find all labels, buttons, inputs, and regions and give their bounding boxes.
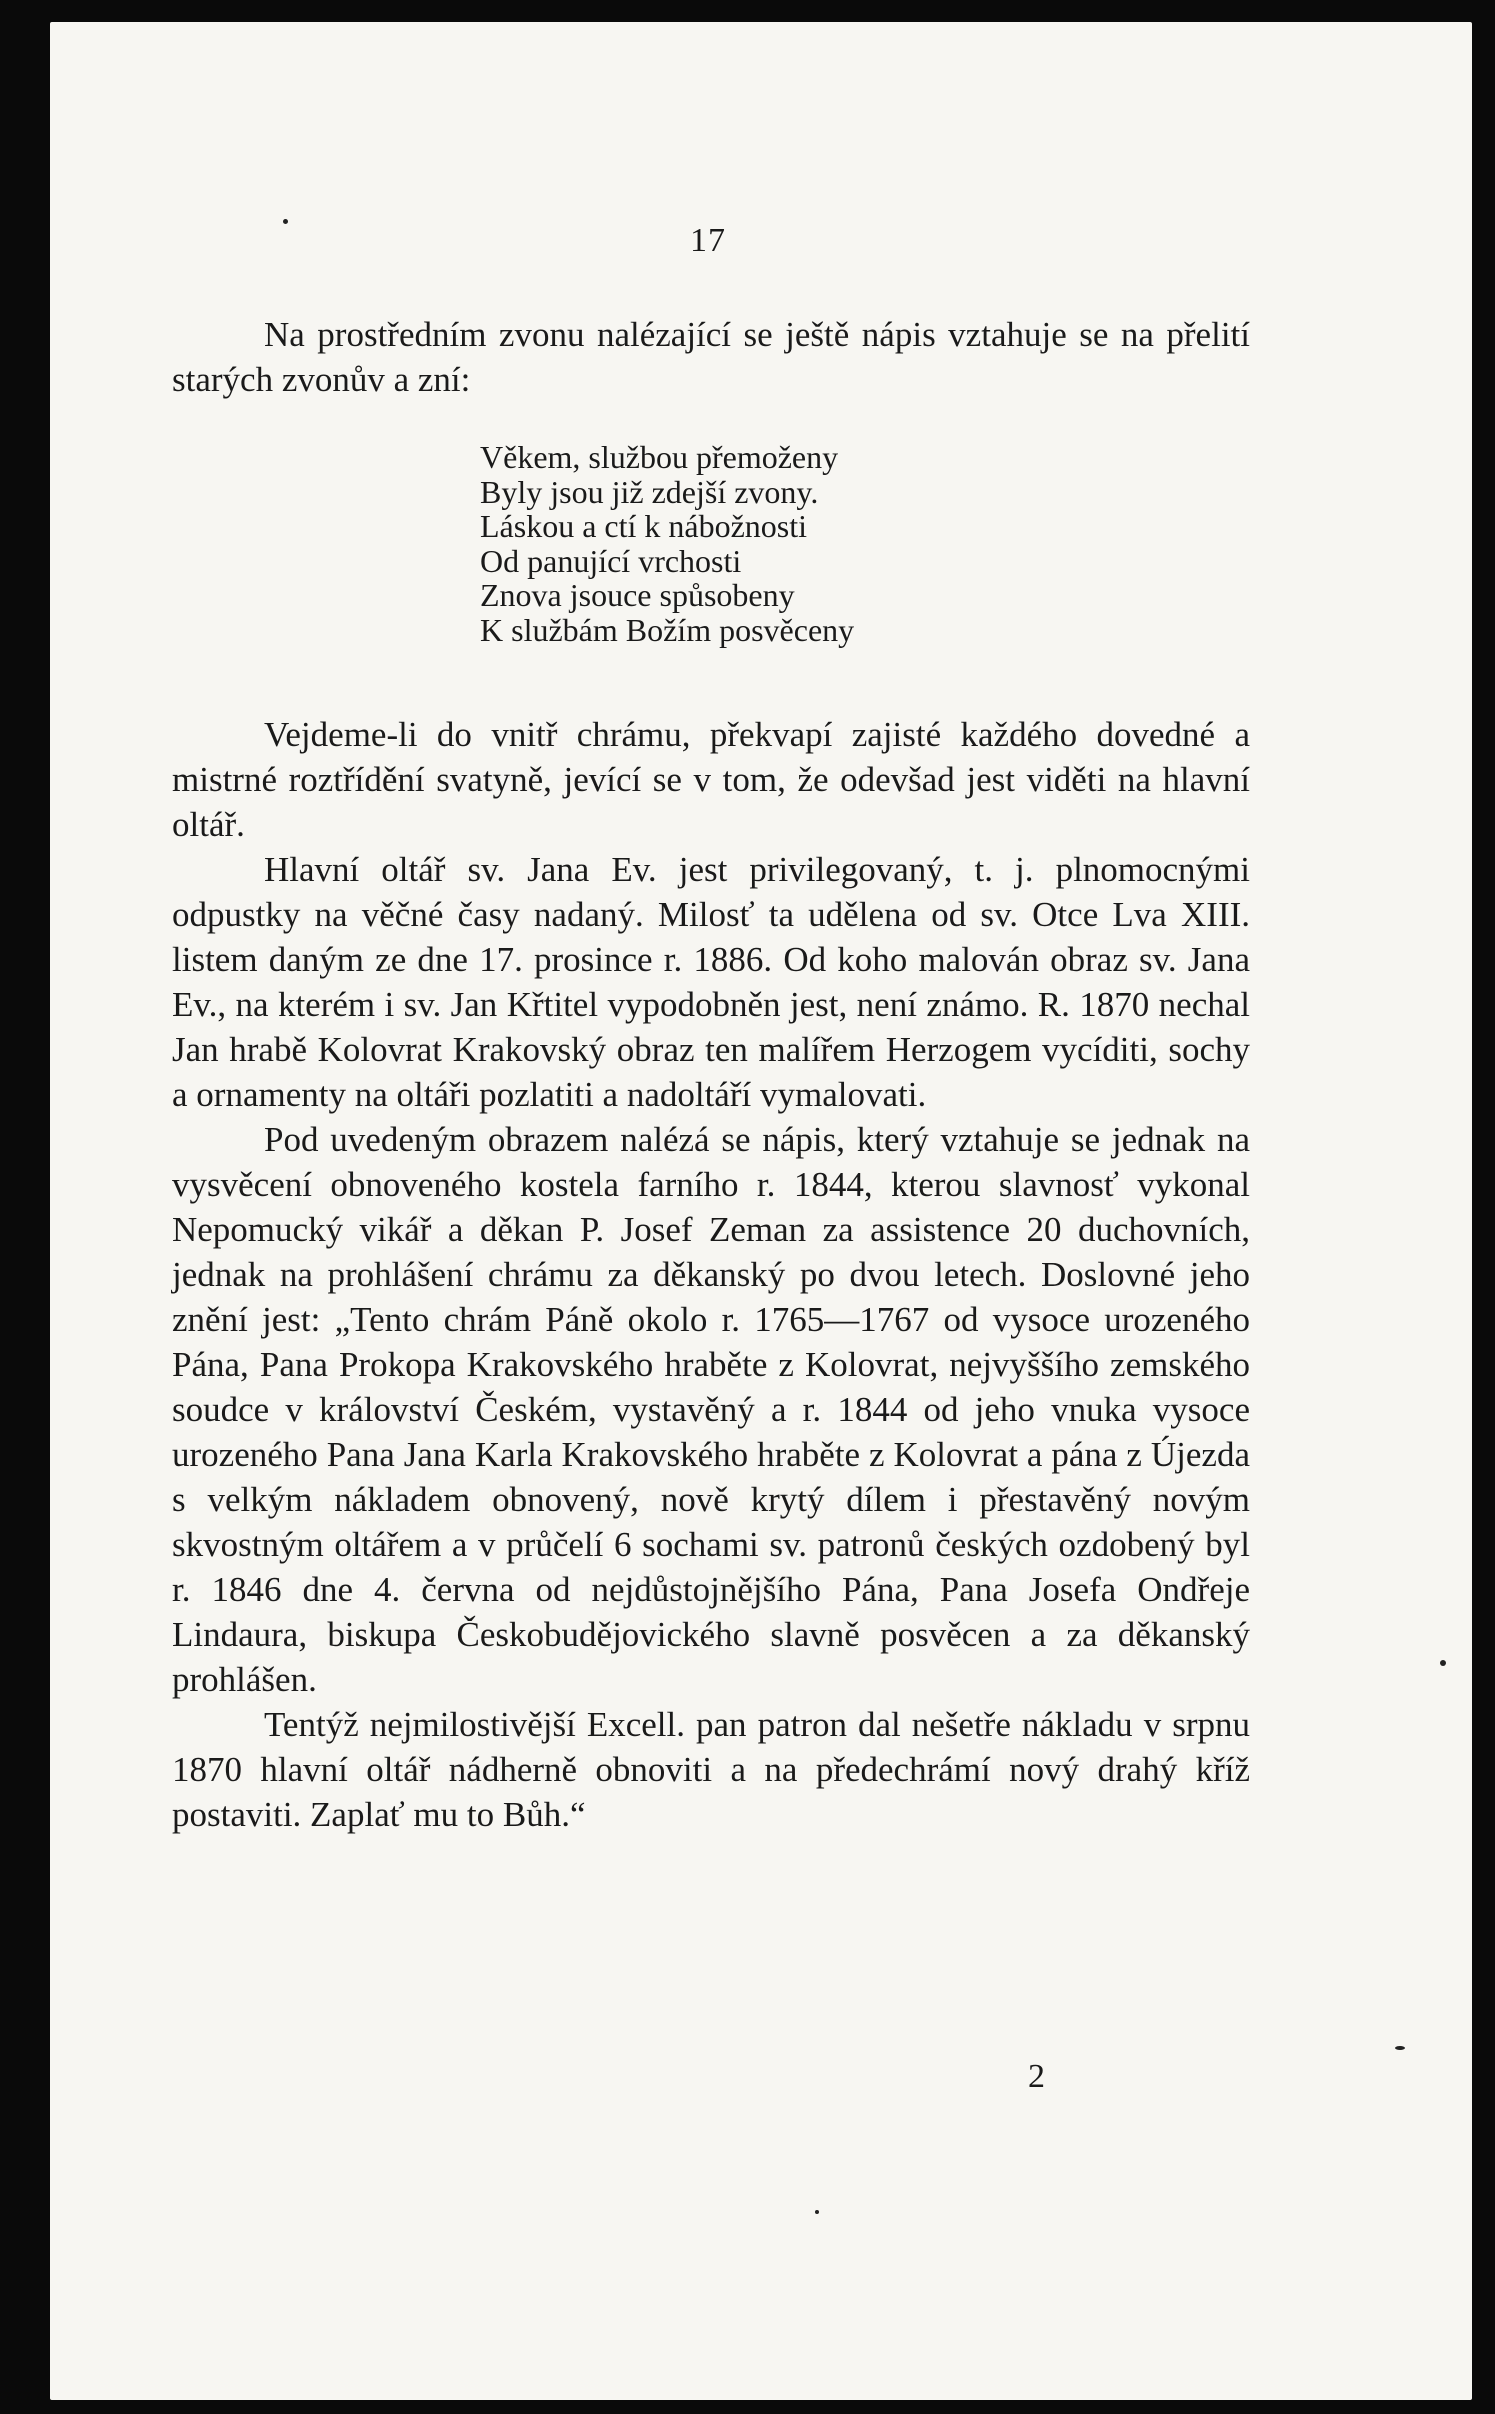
poem-line: Věkem, službou přemoženy [480,439,839,475]
paragraph-renovation: Tentýž nejmilostivější Excell. pan patron dal nešetře nákladu v srpnu 1870 hlavní oltář nádherně obnoviti a na předechrámí nový drahý kříž postaviti. Zaplať mu to Bůh.“ [172,1705,1250,1834]
intro-text: Na prostředním zvonu nalézající se ještě nápis vztahuje se na přelití starých zvonův a zní: [172,315,1250,399]
page-number: 17 [690,222,726,259]
body-text [172,712,1250,1837]
poem-line: Od panující vrchosti [480,542,742,579]
paragraph-main-altar: Hlavní oltář sv. Jana Ev. jest privilegovaný, t. j. plnomocnými odpustky na věčné časy nadaný. Milosť ta udělena od sv. Otce Lva XIII. listem daným ze dne 17. prosince r. 1886. Od koho malován obraz sv. Jana Ev., na kterém i sv. Jan Křtitel vypodobněn jest, není známo. R. 1870 nechal Jan hrabě Kolovrat Krakovský obraz ten malířem Herzogem vycíditi, sochy a ornamenty na oltáři pozlatiti a nadoltáří vymalovati. [172,850,1250,1114]
paragraph-inscription: Pod uvedeným obrazem nalézá se nápis, který vztahuje se jednak na vysvěcení obnoveného kostela farního r. 1844, kterou slavnosť vykonal Nepomucký vikář a děkan P. Josef Zeman za assistence 20 duchovních, jednak na prohlášení chrámu za děkanský po dvou letech. Doslovné jeho znění jest: „Tento chrám Páně okolo r. 1765—1767 od vysoce urozeného Pána, Pana Prokopa Krakovského hraběte z Kolovrat, nejvyššího zemského soudce v království Českém, vystavěný a r. 1844 od jeho vnuka vysoce urozeného Pana Jana Karla Krakovského hraběte z Kolovrat a pána z Újezda s velkým nákladem obnovený, nově krytý dílem i přestavěný novým skvostným oltářem a v průčelí 6 sochami sv. patronů českých ozdobený byl r. 1846 dne 4. června od nejdůstojnějšího Pána, Pana Josefa Ondřeje Lindaura, biskupa Českobudějovického slavně posvěcen a za děkanský prohlášen. [172,1120,1250,1699]
paper-speck [815,2210,819,2214]
bell-inscription-poem [480,440,1040,647]
poem-line: K službám Božím posvěceny [480,611,855,648]
paragraph-interior: Vejdeme-li do vnitř chrámu, překvapí zajisté každého dovedné a mistrné roztřídění svatyně, jevící se v tom, že odevšad jest viděti na hlavní oltář. [172,715,1250,844]
paper-speck [283,219,288,224]
poem-line: Láskou a ctí k nábožnosti [480,508,808,544]
poem-line: Byly jsou již zdejší zvony. [480,473,819,510]
poem-line: Znova jsouce spůsobeny [480,577,795,613]
signature-mark: 2 [1028,2058,1045,2095]
paper-speck [1395,2046,1405,2050]
intro-paragraph [172,312,1250,402]
paper-speck [1440,1660,1446,1666]
